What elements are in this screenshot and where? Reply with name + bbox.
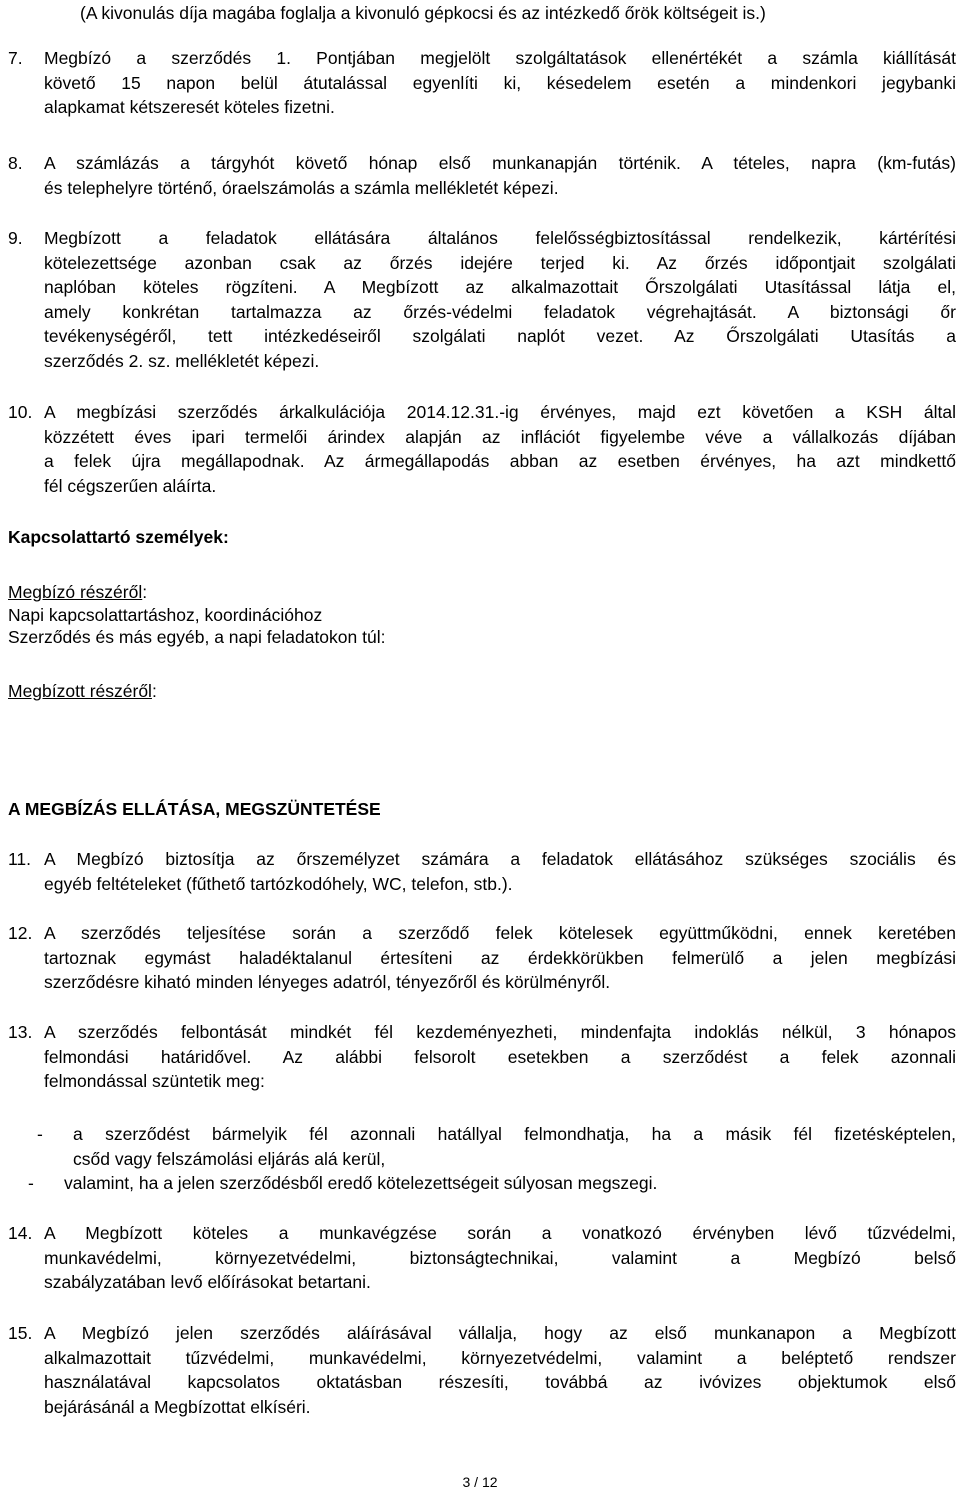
paragraph-row: egyéb feltételeket (fűthető tartózkodóhely, WC, telefon, stb.).	[44, 873, 513, 894]
paragraph-row: közzétett éves ipari termelői árindex alapján az inflációt figyelembe véve a vállalkozás díjában	[44, 426, 956, 447]
contacts-heading: Kapcsolattartó személyek:	[8, 527, 229, 547]
paragraph-row: valamint, ha a jelen szerződésből eredő kötelezettségeit súlyosan megszegi.	[64, 1173, 658, 1193]
bullet-item	[73, 1122, 956, 1171]
paragraph-14	[44, 1221, 956, 1295]
paragraph-row: felmondással szüntetik meg:	[44, 1071, 265, 1092]
paragraph-row: szerződésre kiható minden lényeges adatról, tényezőről és körülményről.	[44, 972, 611, 993]
paragraph-row: Megbízott a feladatok ellátására általános felelősségbiztosítással rendelkezik, kártérítési	[44, 228, 956, 248]
paragraph-row: munkavédelmi, környezetvédelmi, biztonságtechnikai, valamint a Megbízó belső	[44, 1247, 956, 1268]
agent-contact-label: Megbízott részéről	[8, 681, 152, 701]
paragraph-11	[44, 847, 956, 896]
section-heading: A MEGBÍZÁS ELLÁTÁSA, MEGSZÜNTETÉSE	[8, 799, 381, 819]
paragraph-row: alapkamat kétszeresét köteles fizetni.	[44, 97, 335, 118]
paragraph-7-number: 7.	[8, 48, 23, 68]
paragraph-row: A Megbízó biztosítja az őrszemélyzet számára a feladatok ellátásához szükséges szociális és	[44, 849, 956, 869]
paragraph-9	[44, 226, 956, 374]
client-contact-label: Megbízó részéről	[8, 582, 143, 602]
paragraph-row: bejárásánál a Megbízottat elkíséri.	[44, 1396, 311, 1417]
paragraph-15-number: 15.	[8, 1323, 33, 1343]
paragraph-10-number: 10.	[8, 402, 33, 422]
client-contact-line: Napi kapcsolattartáshoz, koordinációhoz	[8, 605, 323, 625]
paragraph-row: felmondási határidővel. Az alábbi felsorolt esetekben a szerződést a felek azonnali	[44, 1046, 956, 1067]
paragraph-15	[44, 1321, 956, 1419]
paragraph-8-number: 8.	[8, 153, 23, 173]
paragraph-row: és telephelyre történő, óraelszámolás a számla mellékletét képezi.	[44, 177, 559, 198]
paragraph-row: szabályzatában levő előírásokat betartani.	[44, 1272, 371, 1293]
paragraph-11-number: 11.	[8, 849, 32, 869]
paragraph-row: A számlázás a tárgyhót követő hónap első munkanapján történik. A tételes, napra (km-futás)	[44, 153, 956, 173]
paragraph-8	[44, 151, 956, 200]
paragraph-12	[44, 921, 956, 995]
paragraph-row: tevékenységéről, tett intézkedéseiről szolgálati naplót vezet. Az Őrszolgálati Utasítás a	[44, 326, 956, 347]
paragraph-row: fél cégszerűen aláírta.	[44, 475, 217, 496]
paragraph-9-number: 9.	[8, 228, 23, 248]
paragraph-row: Megbízó a szerződés 1. Pontjában megjelölt szolgáltatások ellenértékét a számla kiállítását	[44, 48, 956, 68]
agent-contact-colon: :	[151, 681, 157, 701]
paragraph-row: szerződés 2. sz. mellékletét képezi.	[44, 350, 320, 371]
paragraph-row: naplóban köteles rögzíteni. A Megbízott az alkalmazottait Őrszolgálati Utasítással látja el,	[44, 277, 956, 298]
paragraph-13	[44, 1020, 956, 1094]
paragraph-row: alkalmazottait tűzvédelmi, munkavédelmi, környezetvédelmi, valamint a beléptető rendszer	[44, 1347, 956, 1368]
paragraph-row: amely konkrétan tartalmazza az őrzés-védelmi feladatok végrehajtását. A biztonsági őr	[44, 301, 956, 322]
paragraph-12-number: 12.	[8, 923, 33, 943]
paragraph-13-number: 13.	[8, 1022, 33, 1042]
client-contact-heading	[8, 580, 147, 604]
paragraph-row: tartoznak egymást haladéktalanul értesíteni az érdekkörükben felmerülő a jelen megbízási	[44, 947, 956, 968]
paragraph-row: A Megbízó jelen szerződés aláírásával vállalja, hogy az első munkanapon a Megbízott	[44, 1323, 956, 1343]
bullet-item	[64, 1171, 956, 1196]
header-note: (A kivonulás díja magába foglalja a kivonuló gépkocsi és az intézkedő őrök költségeit is.)	[80, 3, 766, 23]
paragraph-7	[44, 46, 956, 120]
paragraph-10	[44, 400, 956, 498]
client-contact-colon: :	[142, 582, 148, 602]
paragraph-row: A megbízási szerződés árkalkulációja 2014.12.31.-ig érvényes, majd ezt követően a KSH által	[44, 402, 956, 422]
paragraph-row: használatával kapcsolatos oktatásban részesíti, továbbá az ivóvizes objektumok első	[44, 1372, 956, 1393]
paragraph-14-number: 14.	[8, 1223, 33, 1243]
page-number: 3 / 12	[462, 1474, 498, 1490]
bullet-dash: -	[28, 1173, 34, 1193]
paragraph-row: a felek újra megállapodnak. Az ármegállapodás abban az esetben érvényes, ha azt mindkettő	[44, 451, 956, 472]
paragraph-row: követő 15 napon belül átutalással egyenlíti ki, késedelem esetén a mindenkori jegybanki	[44, 72, 956, 93]
paragraph-row: kötelezettsége azonban csak az őrzés idejére terjed ki. Az őrzés időpontjait szolgálati	[44, 252, 956, 273]
paragraph-row: A szerződés teljesítése során a szerződő felek kötelesek együttműködni, ennek keretében	[44, 923, 956, 943]
paragraph-row: A szerződés felbontását mindkét fél kezdeményezheti, mindenfajta indoklás nélkül, 3 hónapos	[44, 1022, 956, 1042]
paragraph-row: a szerződést bármelyik fél azonnali hatállyal felmondhatja, ha a másik fél fizetésképtelen,	[73, 1124, 956, 1144]
paragraph-row: A Megbízott köteles a munkavégzése során a vonatkozó érvényben lévő tűzvédelmi,	[44, 1223, 956, 1243]
agent-contact-heading	[8, 679, 157, 703]
bullet-dash: -	[37, 1124, 43, 1144]
paragraph-row: csőd vagy felszámolási eljárás alá kerül,	[73, 1148, 386, 1169]
client-contact-line: Szerződés és más egyéb, a napi feladatokon túl:	[8, 627, 386, 647]
